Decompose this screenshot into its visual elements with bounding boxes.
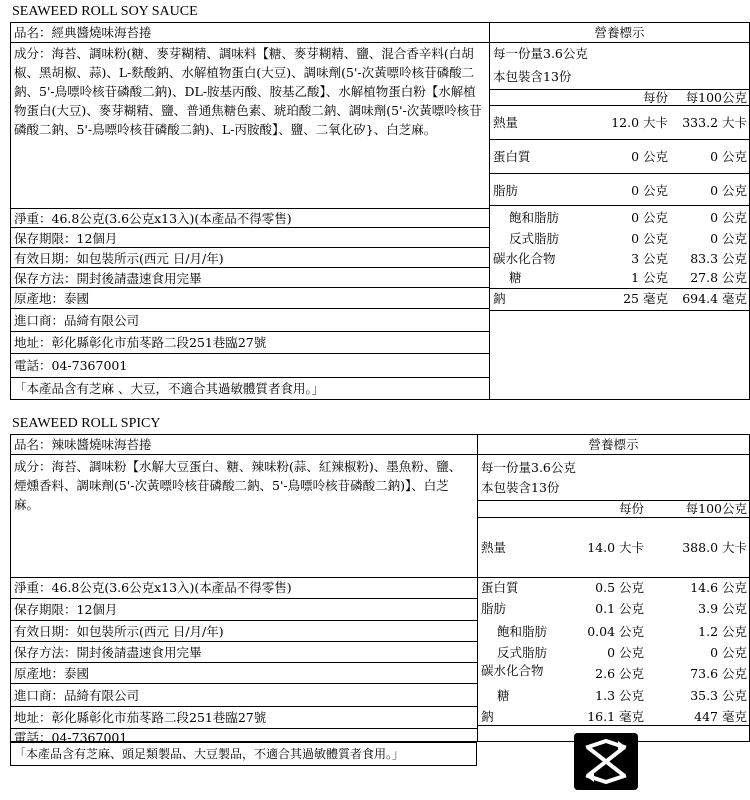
nutrient-per-serving: 0 公克 (631, 183, 668, 198)
servings-per-pack: 本包裝含13份 (493, 69, 572, 84)
net-weight: 淨重：46.8公克(3.6公克x13入)(本產品不得零售) (14, 211, 292, 226)
net-weight: 淨重：46.8公克(3.6公克x13入)(本產品不得零售) (14, 580, 292, 595)
product-name: 品名：經典醬燒味海苔捲 (14, 25, 152, 40)
expiry-date: 有效日期：如包裝所示(西元 日/月/年) (14, 624, 224, 639)
importer: 進口商：品綺有限公司 (14, 313, 140, 328)
ingredients-text: 成分：海苔、調味粉(糖、麥芽糊精、調味料【糖、麥芽糊精、鹽、混合香辛料(白胡椒、黑胡椒、蒜)、L-麩酸鈉、水解植物蛋白(大豆)、調味劑(5'-次黃嘌呤核苷磷酸二鈉、5'-鳥嘌呤核苷磷酸二鈉)、DL-胺基丙酸、胺基乙酸】、水解植物蛋白粉【水解植物蛋白(大豆)、麥芽糊精、鹽、普通焦糖色素、琥珀酸二鈉、調味劑(5'-次黃嘌呤核苷磷酸二鈉、5'-鳥嘌呤核苷磷酸二鈉)、L-丙胺酸】、鹽、二氧化矽}、白芝麻。 (14, 46, 482, 137)
nutrient-per-100g: 27.8 公克 (690, 270, 747, 285)
nutrient-per-serving: 0 公克 (607, 645, 644, 660)
nutrient-per-100g: 0 公克 (710, 210, 747, 225)
nutrient-per-serving: 14.0 大卡 (587, 540, 644, 555)
shelf-life: 保存期限：12個月 (14, 231, 118, 246)
storage-method: 保存方法：開封後請盡速食用完畢 (14, 271, 202, 286)
nutrient-per-100g: 73.6 公克 (690, 666, 747, 681)
section-heading: SEAWEED ROLL SPICY (12, 416, 161, 431)
phone: 電話：04-7367001 (14, 730, 128, 745)
recycle-icon (574, 733, 638, 790)
nutrient-name: 反式脂肪 (497, 645, 548, 660)
nutrient-name: 碳水化合物 (493, 251, 556, 266)
expiry-date: 有效日期：如包裝所示(西元 日/月/年) (14, 251, 224, 266)
nutrient-per-100g: 447 毫克 (694, 709, 747, 724)
address: 地址：彰化縣彰化市茄苳路二段251巷臨27號 (14, 710, 267, 725)
nutrition-title: 營養標示 (588, 437, 639, 452)
nutrient-name: 熱量 (481, 540, 507, 555)
nutrient-name: 碳水化合物 (481, 663, 544, 678)
allergen-warning: 「本產品含有芝麻 、大豆，不適合其過敏體質者食用。」 (14, 381, 325, 396)
nutrient-per-100g: 0 公克 (710, 183, 747, 198)
nutrient-per-100g: 0 公克 (710, 645, 747, 660)
nutrient-name: 蛋白質 (493, 149, 531, 164)
origin: 原產地：泰國 (14, 291, 90, 306)
nutrient-per-serving: 0 公克 (631, 210, 668, 225)
nutrient-per-serving: 1.3 公克 (595, 688, 644, 703)
nutrient-per-serving: 0.04 公克 (587, 624, 644, 639)
serving-size: 每一份量3.6公克 (481, 460, 576, 475)
nutrient-per-100g: 3.9 公克 (698, 601, 747, 616)
nutrient-per-serving: 0 公克 (631, 149, 668, 164)
nutrient-per-serving: 12.0 大卡 (611, 115, 668, 130)
serving-size: 每一份量3.6公克 (493, 46, 588, 61)
nutrient-name: 鈉 (481, 709, 494, 724)
address: 地址：彰化縣彰化市茄苳路二段251巷臨27號 (14, 335, 267, 350)
nutrient-per-100g: 0 公克 (710, 231, 747, 246)
product-name: 品名：辣味醬燒味海苔捲 (14, 437, 152, 452)
servings-per-pack: 本包裝含13份 (481, 480, 560, 495)
nutrient-per-100g: 83.3 公克 (690, 251, 747, 266)
nutrient-per-100g: 388.0 大卡 (682, 540, 747, 555)
nutrient-name: 糖 (497, 688, 510, 703)
col-per-100g: 每100公克 (685, 90, 747, 105)
section-heading: SEAWEED ROLL SOY SAUCE (12, 4, 198, 19)
col-per-100g: 每100公克 (685, 501, 747, 516)
nutrient-name: 熱量 (493, 115, 519, 130)
nutrient-name: 飽和脂肪 (509, 210, 560, 225)
col-per-serving: 每份 (618, 501, 644, 516)
ingredients-text: 成分：海苔、調味粉【水解大豆蛋白、糖、辣味粉(蒜、紅辣椒粉)、墨魚粉、鹽、煙燻香料、調味劑(5'-次黃嘌呤核苷磷酸二鈉、5'-鳥嘌呤核苷磷酸二鈉)】、白芝麻。 (14, 459, 462, 512)
nutrition-title: 營養標示 (594, 25, 645, 40)
nutrient-per-serving: 2.6 公克 (595, 666, 644, 681)
importer: 進口商：品綺有限公司 (14, 688, 140, 703)
storage-method: 保存方法：開封後請盡速食用完畢 (14, 645, 202, 660)
nutrient-name: 脂肪 (493, 183, 519, 198)
nutrient-per-100g: 35.3 公克 (690, 688, 747, 703)
nutrient-per-100g: 1.2 公克 (698, 624, 747, 639)
shelf-life: 保存期限：12個月 (14, 602, 118, 617)
col-per-serving: 每份 (642, 90, 668, 105)
allergen-warning: 「本產品含有芝麻、頭足類製品、大豆製品，不適合其過敏體質者食用。」 (14, 747, 405, 761)
nutrient-per-100g: 694.4 毫克 (682, 291, 747, 306)
nutrient-per-100g: 14.6 公克 (690, 580, 747, 595)
nutrient-per-serving: 25 毫克 (623, 291, 668, 306)
nutrient-per-serving: 0.5 公克 (595, 580, 644, 595)
nutrient-per-100g: 0 公克 (710, 149, 747, 164)
nutrient-per-serving: 3 公克 (631, 251, 668, 266)
nutrient-name: 脂肪 (481, 601, 507, 616)
nutrient-per-serving: 0.1 公克 (595, 601, 644, 616)
nutrient-name: 糖 (509, 270, 522, 285)
phone: 電話：04-7367001 (14, 358, 128, 373)
origin: 原產地：泰國 (14, 666, 90, 681)
nutrient-per-serving: 1 公克 (631, 270, 668, 285)
nutrient-name: 蛋白質 (481, 580, 519, 595)
nutrient-per-serving: 0 公克 (631, 231, 668, 246)
nutrient-name: 飽和脂肪 (497, 624, 548, 639)
nutrient-per-100g: 333.2 大卡 (682, 115, 747, 130)
nutrient-name: 反式脂肪 (509, 231, 560, 246)
nutrient-name: 鈉 (493, 291, 506, 306)
nutrient-per-serving: 16.1 毫克 (587, 709, 644, 724)
